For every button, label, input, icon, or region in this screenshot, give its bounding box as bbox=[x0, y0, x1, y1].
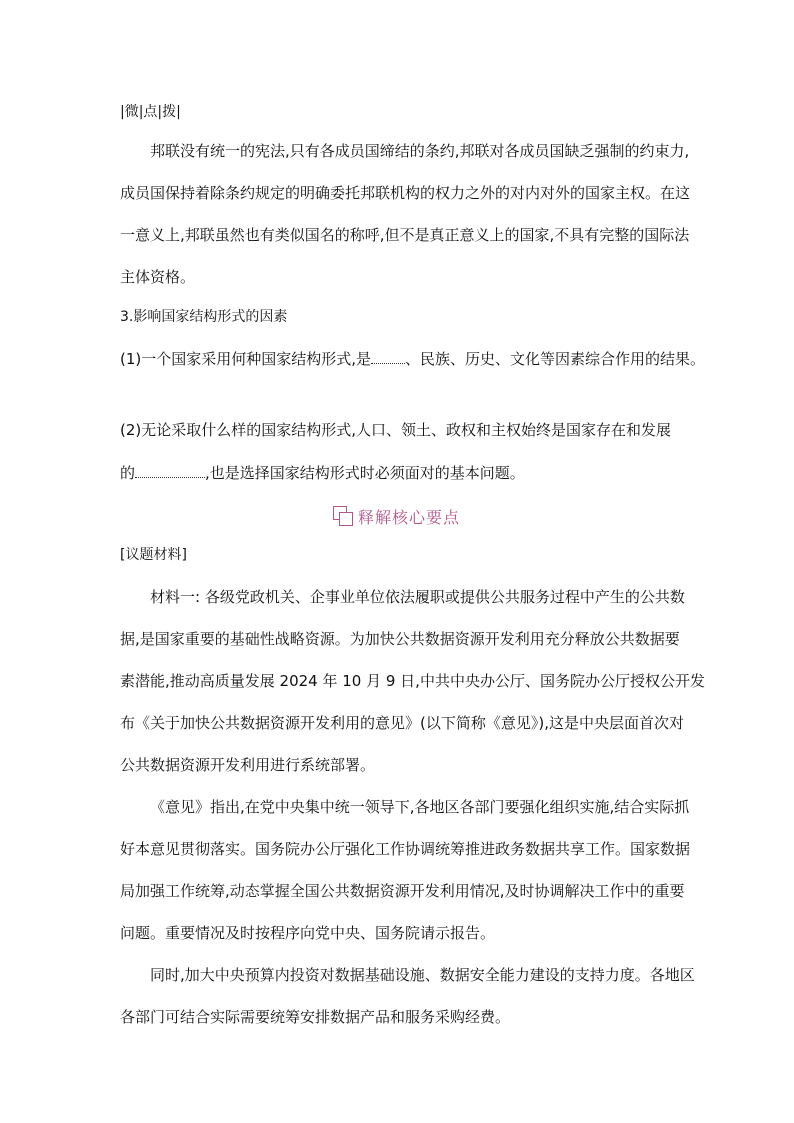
item2-text-before: 的 bbox=[120, 464, 136, 482]
factors-heading: 3.影响国家结构形式的因素 bbox=[120, 309, 288, 325]
fill-blank-2[interactable] bbox=[135, 463, 205, 478]
item1-text-after: 、民族、历史、文化等因素综合作用的结果。 bbox=[405, 350, 706, 368]
tip-line: 主体资格。 bbox=[120, 268, 196, 286]
fill-blank-1[interactable] bbox=[371, 349, 405, 364]
overlapping-squares-icon bbox=[332, 505, 354, 527]
material-line: 《意见》指出,在党中央集中统一领导下,各地区各部门要强化组织实施,结合实际抓 bbox=[150, 798, 690, 816]
factors-item-2-line: (2)无论采取什么样的国家结构形式,人口、领土、政权和主权始终是国家存在和发展 bbox=[120, 421, 672, 439]
material-line: 材料一: 各级党政机关、企事业单位依法履职或提供公共服务过程中产生的公共数 bbox=[150, 588, 685, 606]
factors-item-2 bbox=[120, 463, 525, 482]
material-line: 素潜能,推动高质量发展 2024 年 10 月 9 日,中共中央办公厅、国务院办公厅授权公开发 bbox=[120, 672, 705, 690]
material-line: 问题。重要情况及时按程序向党中央、国务院请示报告。 bbox=[120, 924, 496, 942]
item2-text-after: ,也是选择国家结构形式时必须面对的基本问题。 bbox=[205, 464, 525, 482]
item1-text-before: (1)一个国家采用何种国家结构形式,是 bbox=[120, 350, 372, 368]
material-line: 据,是国家重要的基础性战略资源。为加快公共数据资源开发利用充分释放公共数据要 bbox=[120, 630, 680, 648]
section-header bbox=[332, 504, 460, 528]
material-heading: [议题材料] bbox=[120, 547, 187, 563]
material-line: 各部门可结合实际需要统筹安排数据产品和服务采购经费。 bbox=[120, 1008, 511, 1026]
tip-line: 邦联没有统一的宪法,只有各成员国缔结的条约,邦联对各成员国缺乏强制的约束力, bbox=[150, 142, 690, 160]
tip-heading: |微|点|拨| bbox=[120, 104, 181, 120]
material-line: 好本意见贯彻落实。国务院办公厅强化工作协调统筹推进政务数据共享工作。国家数据 bbox=[120, 840, 691, 858]
material-line: 布《关于加快公共数据资源开发利用的意见》(以下简称《意见》),这是中央层面首次对 bbox=[120, 714, 684, 732]
material-line: 局加强工作统筹,动态掌握全国公共数据资源开发利用情况,及时协调解决工作中的重要 bbox=[120, 882, 685, 900]
material-line: 公共数据资源开发利用进行系统部署。 bbox=[120, 756, 376, 774]
material-line: 同时,加大中央预算内投资对数据基础设施、数据安全能力建设的支持力度。各地区 bbox=[150, 966, 695, 984]
factors-item-1 bbox=[120, 349, 705, 368]
tip-line: 成员国保持着除条约规定的明确委托邦联机构的权力之外的对内对外的国家主权。在这 bbox=[120, 184, 691, 202]
section-title: 释解核心要点 bbox=[358, 507, 461, 527]
tip-line: 一意义上,邦联虽然也有类似国名的称呼,但不是真正意义上的国家,不具有完整的国际法 bbox=[120, 226, 690, 244]
